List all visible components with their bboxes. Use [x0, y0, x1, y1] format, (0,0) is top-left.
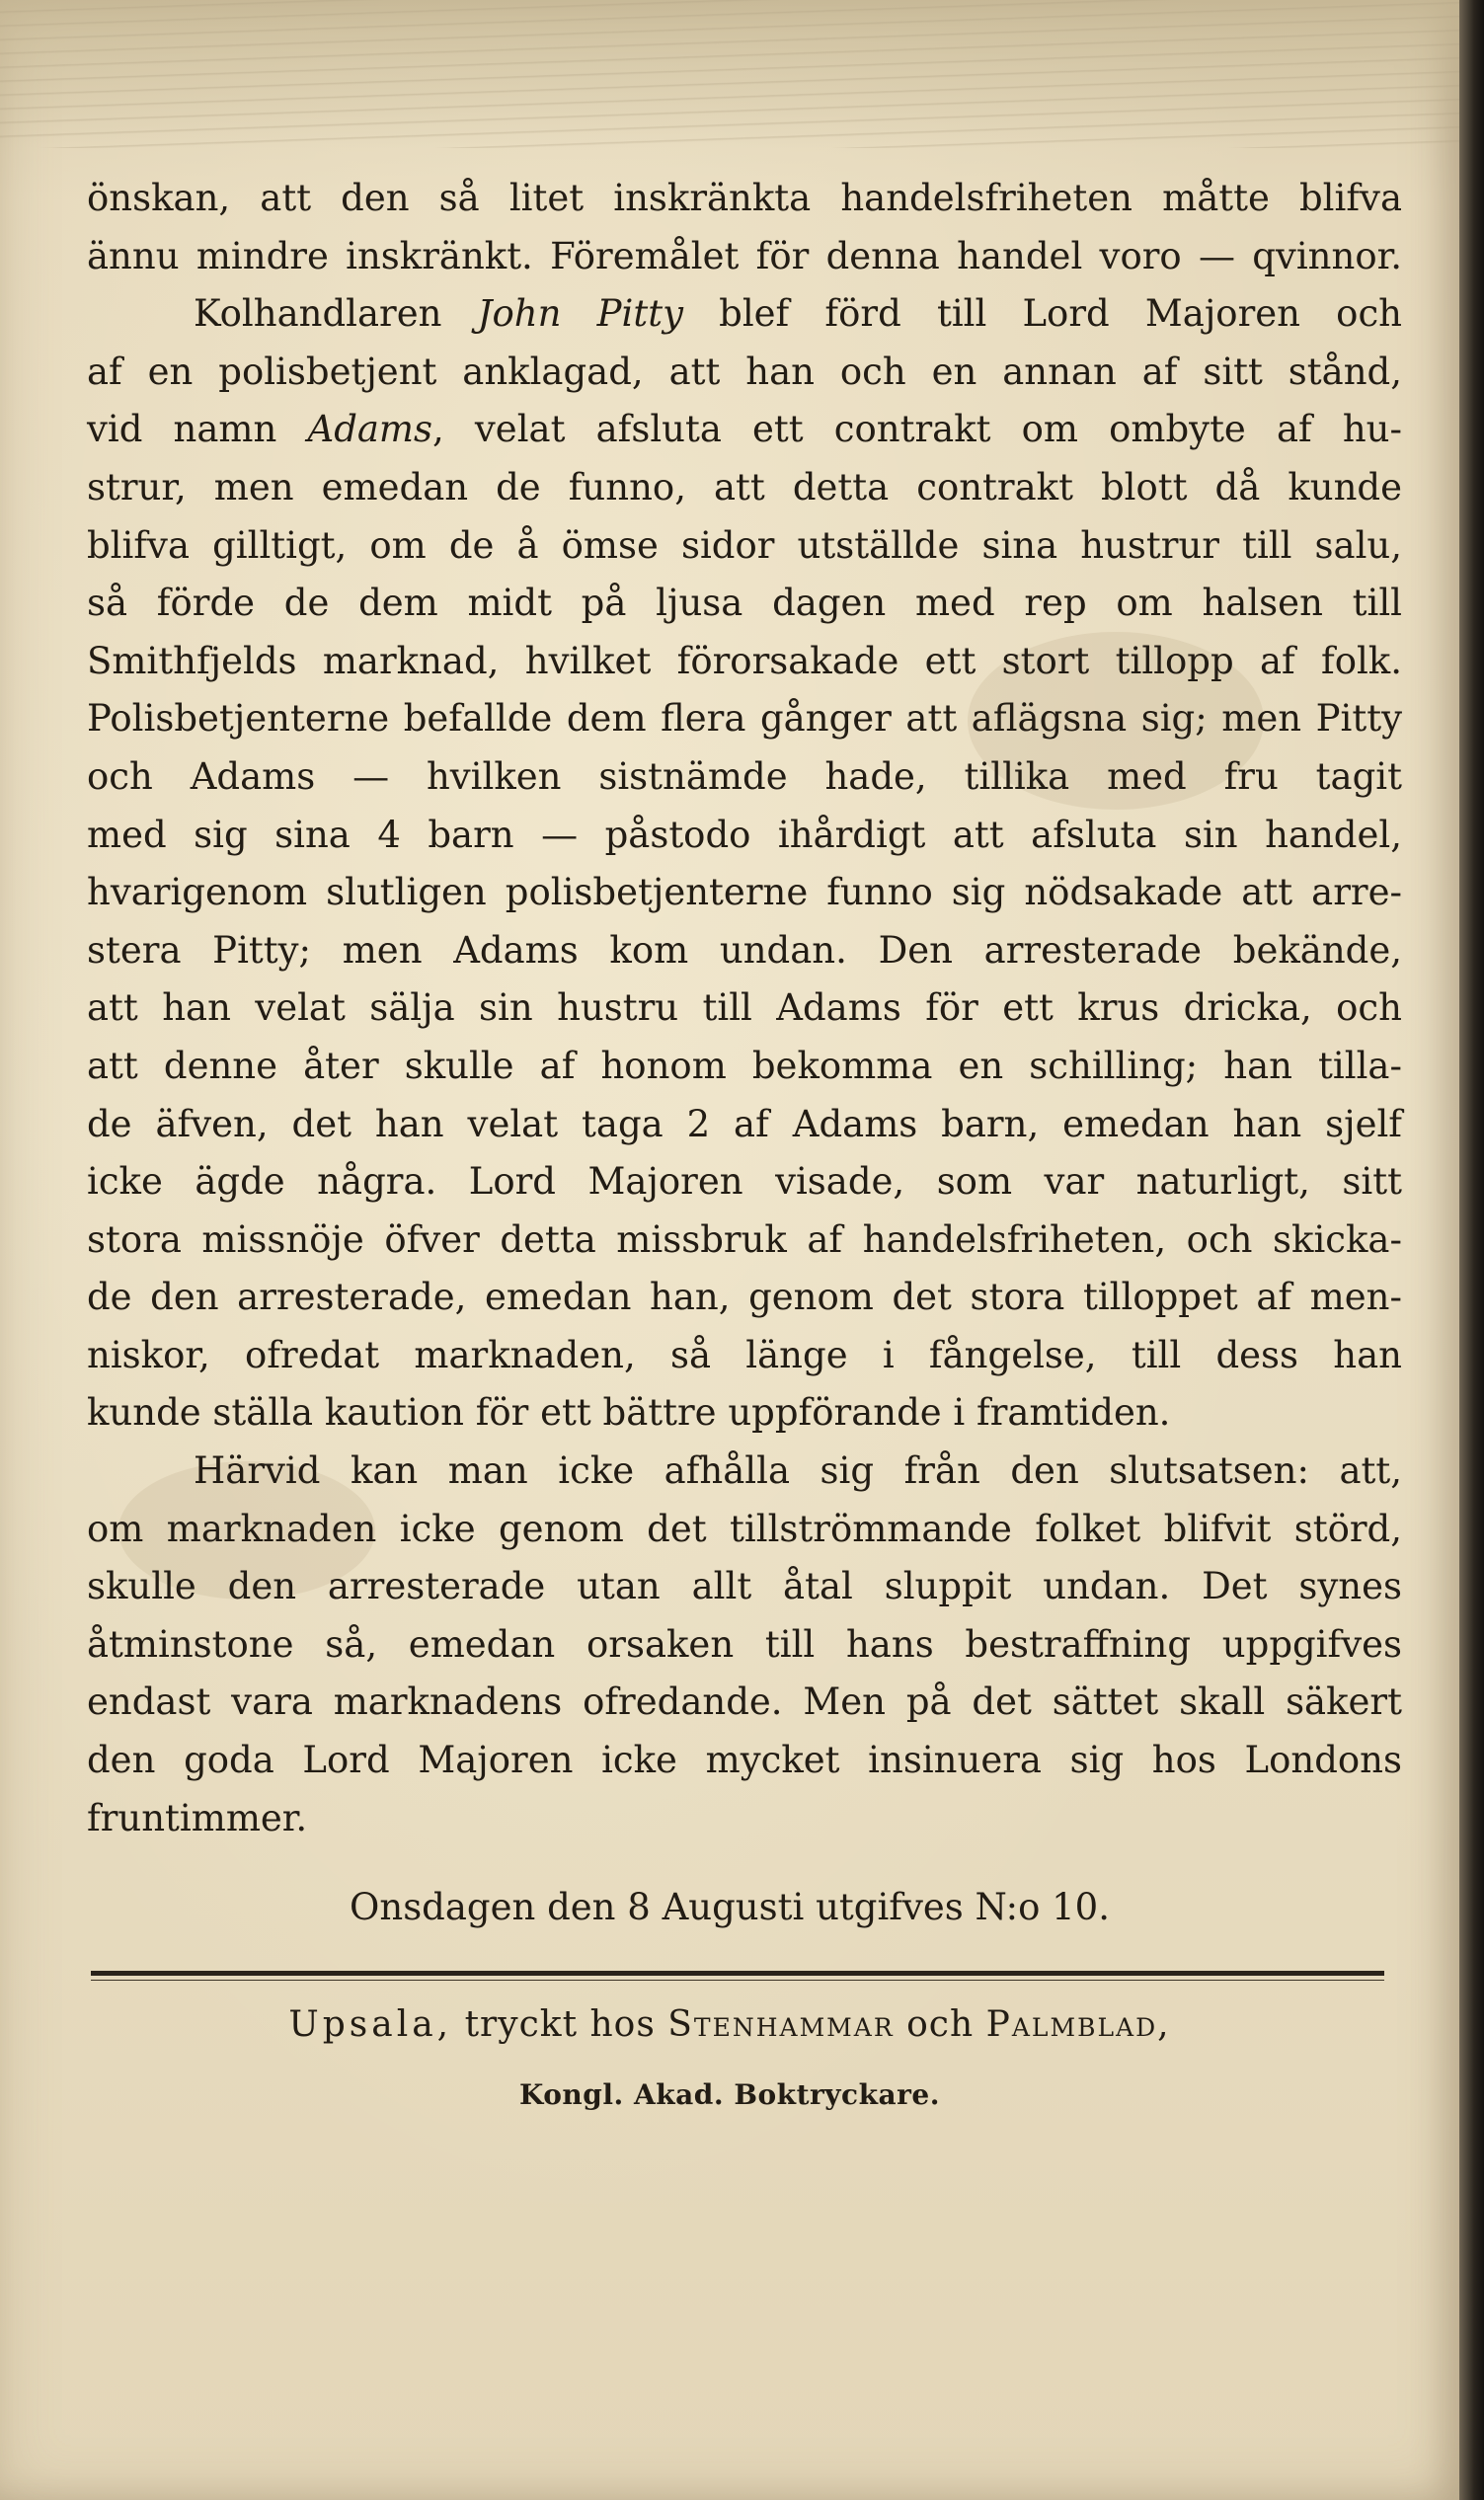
- text-line: den goda Lord Majoren icke mycket insinuera sig hos Londons: [87, 1739, 1402, 1782]
- text-line: [87, 401, 1402, 459]
- article-body: [87, 170, 1402, 1847]
- text-line: Härvid kan man icke afhålla sig från den slutsatsen: att,: [194, 1449, 1402, 1493]
- text-line: fruntimmer.: [87, 1796, 308, 1839]
- text-line: icke ägde några. Lord Majoren visade, som var naturligt, sitt: [87, 1160, 1402, 1204]
- text-line: blifva gilltigt, om de å ömse sidor utställde sina hustrur till salu,: [87, 523, 1402, 567]
- text-line: kunde ställa kaution för ett bättre uppförande i framtiden.: [87, 1391, 1171, 1435]
- next-issue-announcement: Onsdagen den 8 Augusti utgifves N:o 10.: [350, 1886, 1110, 1928]
- text-line-part: Kolhandlaren John Pitty blef förd till Lord Majoren och: [194, 292, 1402, 336]
- text-line: strur, men emedan de funno, att detta contrakt blott då kunde: [87, 465, 1402, 508]
- text-line: önskan, att den så litet inskränkta handelsfriheten måtte blifva: [87, 177, 1402, 219]
- printer-title: Kongl. Akad. Boktryckare.: [519, 2078, 940, 2111]
- text-line: om marknaden icke genom det tillströmmande folket blifvit störd,: [87, 1507, 1402, 1550]
- text-line: Polisbetjenterne befallde dem flera gånger att aflägsna sig; men Pitty: [87, 697, 1402, 741]
- worn-top-edge: [0, 0, 1459, 148]
- text-line: med sig sina 4 barn — påstodo ihårdigt att afsluta sin handel,: [87, 813, 1402, 856]
- text-line: endast vara marknadens ofredande. Men på det sättet skall säkert: [87, 1680, 1402, 1724]
- text-line: åtminstone så, emedan orsaken till hans bestraffning uppgifves: [87, 1622, 1402, 1666]
- text-line: niskor, ofredat marknaden, så länge i fångelse, till dess han: [87, 1333, 1402, 1376]
- page-edge-shadow: [1459, 0, 1484, 2500]
- italic-name: John Pitty: [477, 292, 683, 336]
- text-line: skulle den arresterade utan allt åtal sluppit undan. Det synes: [87, 1565, 1402, 1608]
- text-line: stora missnöje öfver detta missbruk af handelsfriheten, och skicka-: [87, 1217, 1402, 1261]
- text-line: ännu mindre inskränkt. Föremålet för denna handel voro — qvinnor.: [87, 234, 1402, 277]
- text-line: Smithfjelds marknad, hvilket förorsakade ett stort tillopp af folk.: [87, 639, 1402, 682]
- text-line: att han velat sälja sin hustru till Adams för ett krus dricka, och: [87, 986, 1402, 1030]
- imprint-printer-2: Palmblad,: [985, 2004, 1171, 2045]
- printer-imprint: [0, 2004, 1459, 2045]
- divider-rule: [91, 1971, 1384, 1976]
- imprint-place: Upsala,: [288, 2004, 453, 2045]
- text-line: af en polisbetjent anklagad, att han och en annan af sitt stånd,: [87, 350, 1402, 393]
- imprint-printer-1: Stenhammar: [667, 2004, 895, 2045]
- text-line: och Adams — hvilken sistnämde hade, tillika med fru tagit: [87, 754, 1402, 798]
- text-line: [87, 285, 1402, 344]
- text-line-part: vid namn Adams, velat afsluta ett contrakt om ombyte af hu-: [87, 408, 1402, 451]
- imprint-and: och: [906, 2004, 975, 2045]
- text-line: de den arresterade, emedan han, genom det stora tilloppet af men-: [87, 1276, 1402, 1319]
- text-line: så förde de dem midt på ljusa dagen med rep om halsen till: [87, 582, 1402, 625]
- text-line: de äfven, det han velat taga 2 af Adams barn, emedan han sjelf: [87, 1102, 1402, 1145]
- italic-name: Adams: [307, 408, 433, 451]
- text-line: att denne åter skulle af honom bekomma en schilling; han tilla-: [87, 1044, 1402, 1087]
- text-line: stera Pitty; men Adams kom undan. Den arresterade bekände,: [87, 928, 1402, 972]
- imprint-text: tryckt hos: [464, 2004, 656, 2045]
- text-line: hvarigenom slutligen polisbetjenterne funno sig nödsakade att arre-: [87, 871, 1402, 914]
